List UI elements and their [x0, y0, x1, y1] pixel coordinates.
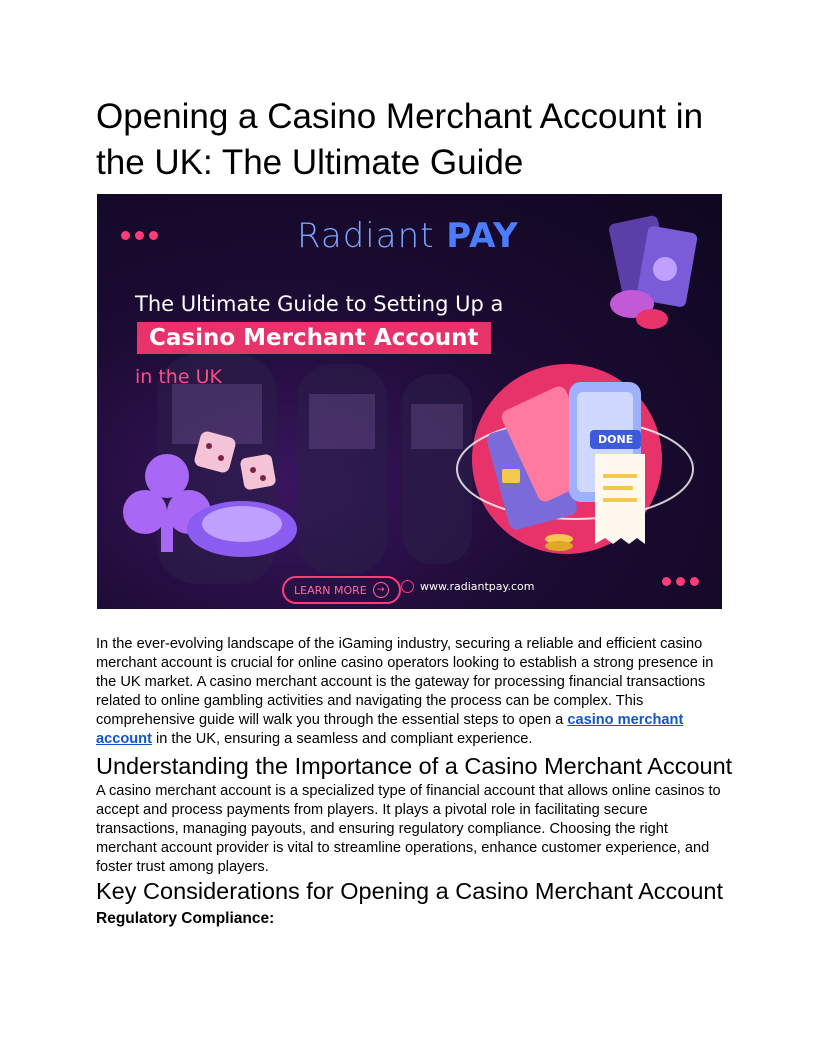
- casino-merchant-account-link[interactable]: casino merchant account: [96, 712, 684, 747]
- decorative-dots-bottom: [662, 577, 699, 586]
- hero-banner-image: [97, 194, 722, 609]
- learn-more-button: [282, 576, 401, 604]
- intro-paragraph: [96, 635, 721, 749]
- page-title: Opening a Casino Merchant Account in the UK: The Ultimate Guide: [96, 97, 704, 182]
- globe-icon: [401, 580, 414, 593]
- website-text: www.radiantpay.com: [420, 580, 535, 593]
- banner-highlight: Casino Merchant Account: [137, 322, 491, 354]
- website-url: [401, 580, 534, 593]
- banner-artwork: [97, 194, 722, 609]
- section-heading-importance: Understanding the Importance of a Casino Merchant Account: [96, 753, 733, 779]
- intro-text-after: in the UK, ensuring a seamless and compliant experience.: [151, 731, 533, 747]
- learn-more-label: LEARN MORE: [294, 583, 367, 597]
- radiantpay-logo: Radiant PAY: [297, 216, 519, 256]
- decorative-dots-top: [121, 231, 158, 240]
- arrow-right-icon: →: [373, 582, 389, 598]
- banner-subline: in the UK: [135, 366, 222, 388]
- subheading-regulatory-compliance: Regulatory Compliance:: [96, 910, 275, 927]
- banner-headline: The Ultimate Guide to Setting Up a: [135, 292, 504, 316]
- section-heading-considerations: Key Considerations for Opening a Casino Merchant Account: [96, 878, 724, 904]
- done-badge: DONE: [590, 430, 641, 449]
- intro-text-before: In the ever-evolving landscape of the iGaming industry, securing a reliable and efficient casino merchant account is crucial for online casino operators looking to establish a strong presence in the UK market. A casino merchant account is the gateway for processing financial transactions related to online gambling activities and navigating the process can be complex. This comprehensive guide will walk you through the essential steps to open a: [96, 636, 714, 728]
- importance-paragraph: A casino merchant account is a specialized type of financial account that allows online casinos to accept and process payments from players. It plays a pivotal role in facilitating secure transactions, managing payouts, and ensuring regulatory compliance. Choosing the right merchant account provider is vital to streamline operations, enhance customer experience, and foster trust among players.: [96, 783, 721, 875]
